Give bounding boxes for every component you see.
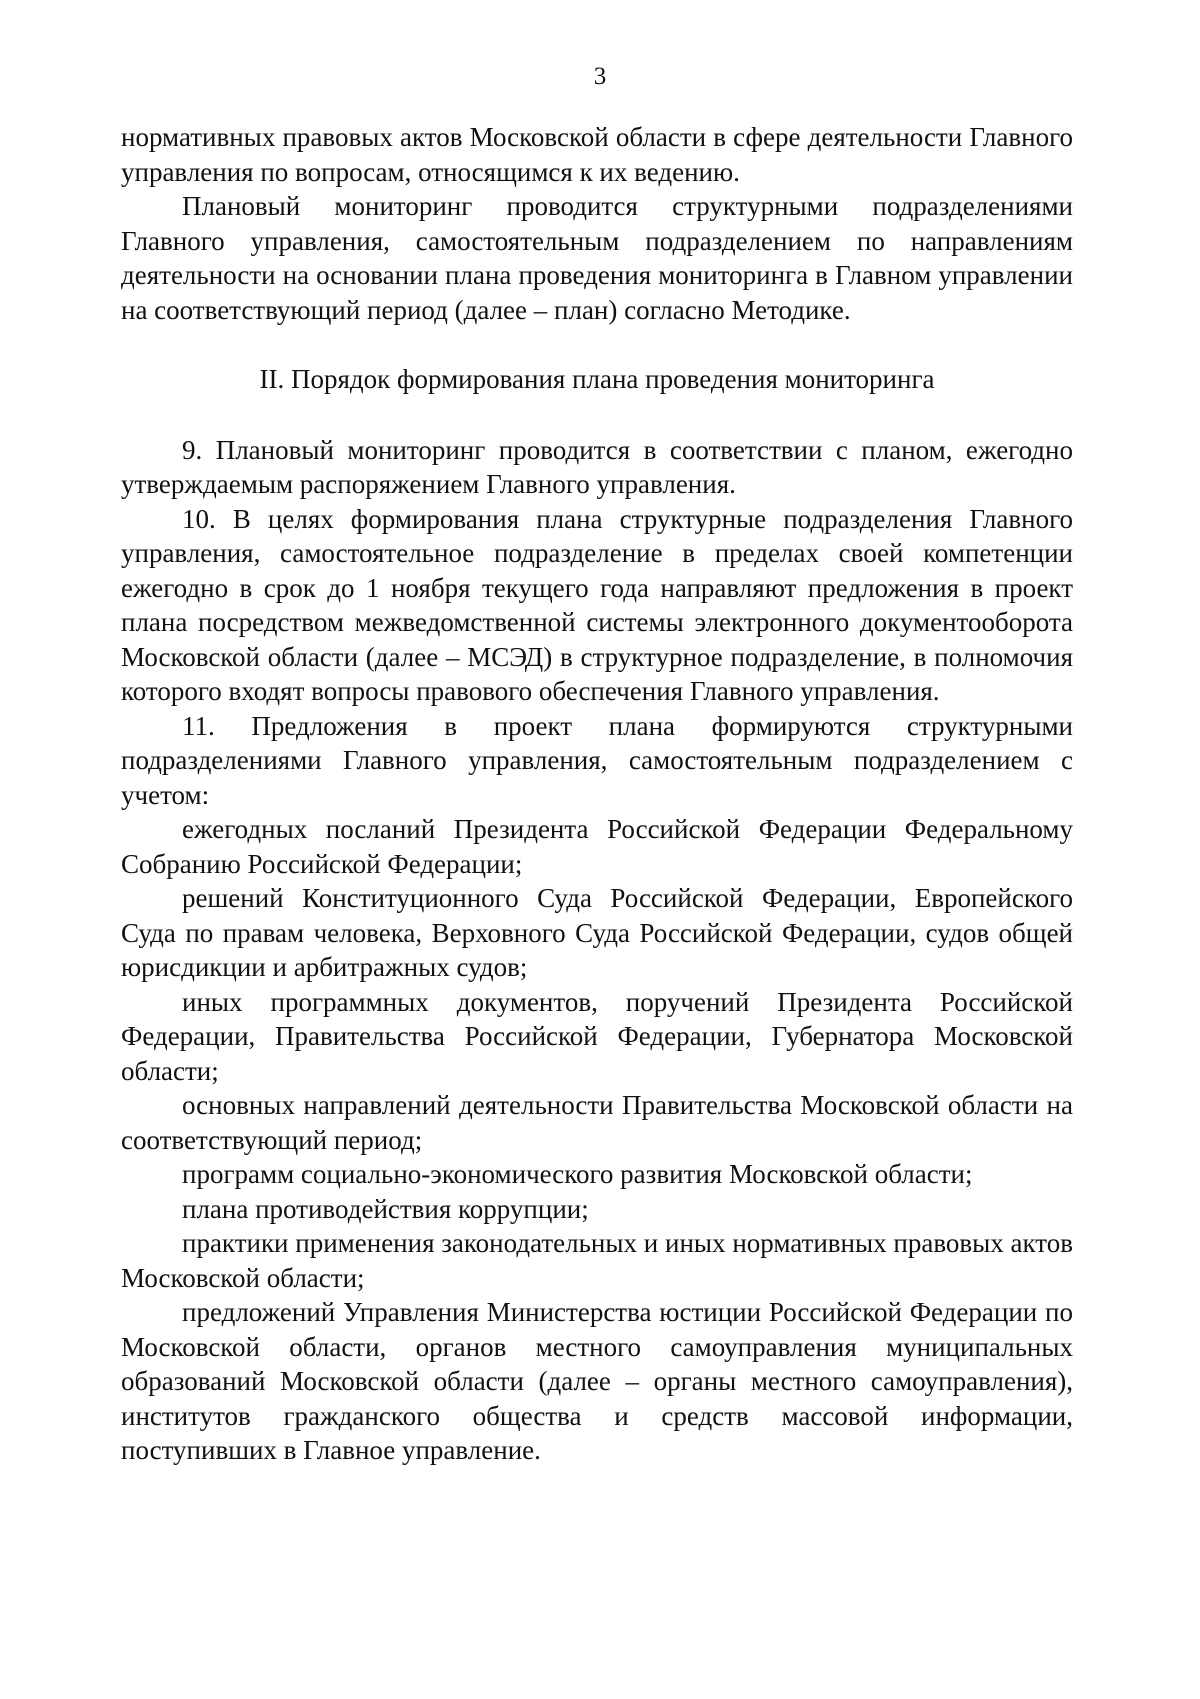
paragraph-item-9: 9. Плановый мониторинг проводится в соответствии с планом, ежегодно утверждаемым распоряжением Главного управления.: [121, 434, 1073, 499]
paragraph-item-10: 10. В целях формирования плана структурные подразделения Главного управления, самостоятельное подразделение в пределах своей компетенции ежегодно в срок до 1 ноября текущего года направляют предложения в проект плана посредством межведомственной системы электронного документооборота Московской области (далее – МСЭД) в структурное подразделение, в полномочия которого входят вопросы правового обеспечения Главного управления.: [121, 503, 1073, 706]
spacer: [121, 397, 1073, 433]
paragraph-planned-monitoring: Плановый мониторинг проводится структурными подразделениями Главного управления, самостоятельным подразделением по направлениям деятельности на основании плана проведения мониторинга в Главном управлении на соответствующий период (далее – план) согласно Методике.: [121, 191, 1073, 325]
list-item-development-programs: программ социально-экономического развития Московской области;: [182, 1159, 973, 1189]
paragraph-item-11: 11. Предложения в проект плана формируются структурными подразделениями Главного управления, самостоятельным подразделением с учетом:: [121, 710, 1073, 810]
list-item-law-practice: практики применения законодательных и иных нормативных правовых актов Московской области;: [121, 1228, 1073, 1293]
document-body: [121, 120, 1073, 1468]
list-item-proposals: предложений Управления Министерства юстиции Российской Федерации по Московской области, органов местного самоуправления муниципальных образований Московской области (далее – органы местного самоуправления), институтов гражданского общества и средств массовой информации, поступивших в Главное управление.: [121, 1297, 1073, 1465]
paragraph-continuation: нормативных правовых актов Московской области в сфере деятельности Главного управления по вопросам, относящимся к их ведению.: [121, 122, 1073, 187]
list-item-presidential-addresses: ежегодных посланий Президента Российской Федерации Федеральному Собранию Российской Федерации;: [121, 814, 1073, 879]
list-item-program-documents: иных программных документов, поручений Президента Российской Федерации, Правительства Российской Федерации, Губернатора Московской области;: [121, 986, 1073, 1086]
list-item-court-decisions: решений Конституционного Суда Российской Федерации, Европейского Суда по правам человека, Верховного Суда Российской Федерации, судов общей юрисдикции и арбитражных судов;: [121, 883, 1073, 982]
page-number: 3: [593, 63, 607, 90]
spacer: [121, 327, 1073, 362]
section-heading: II. Порядок формирования плана проведения мониторинга: [259, 364, 935, 394]
list-item-anticorruption-plan: плана противодействия коррупции;: [182, 1193, 589, 1224]
list-item-government-directions: основных направлений деятельности Правительства Московской области на соответствующий период;: [121, 1090, 1073, 1155]
